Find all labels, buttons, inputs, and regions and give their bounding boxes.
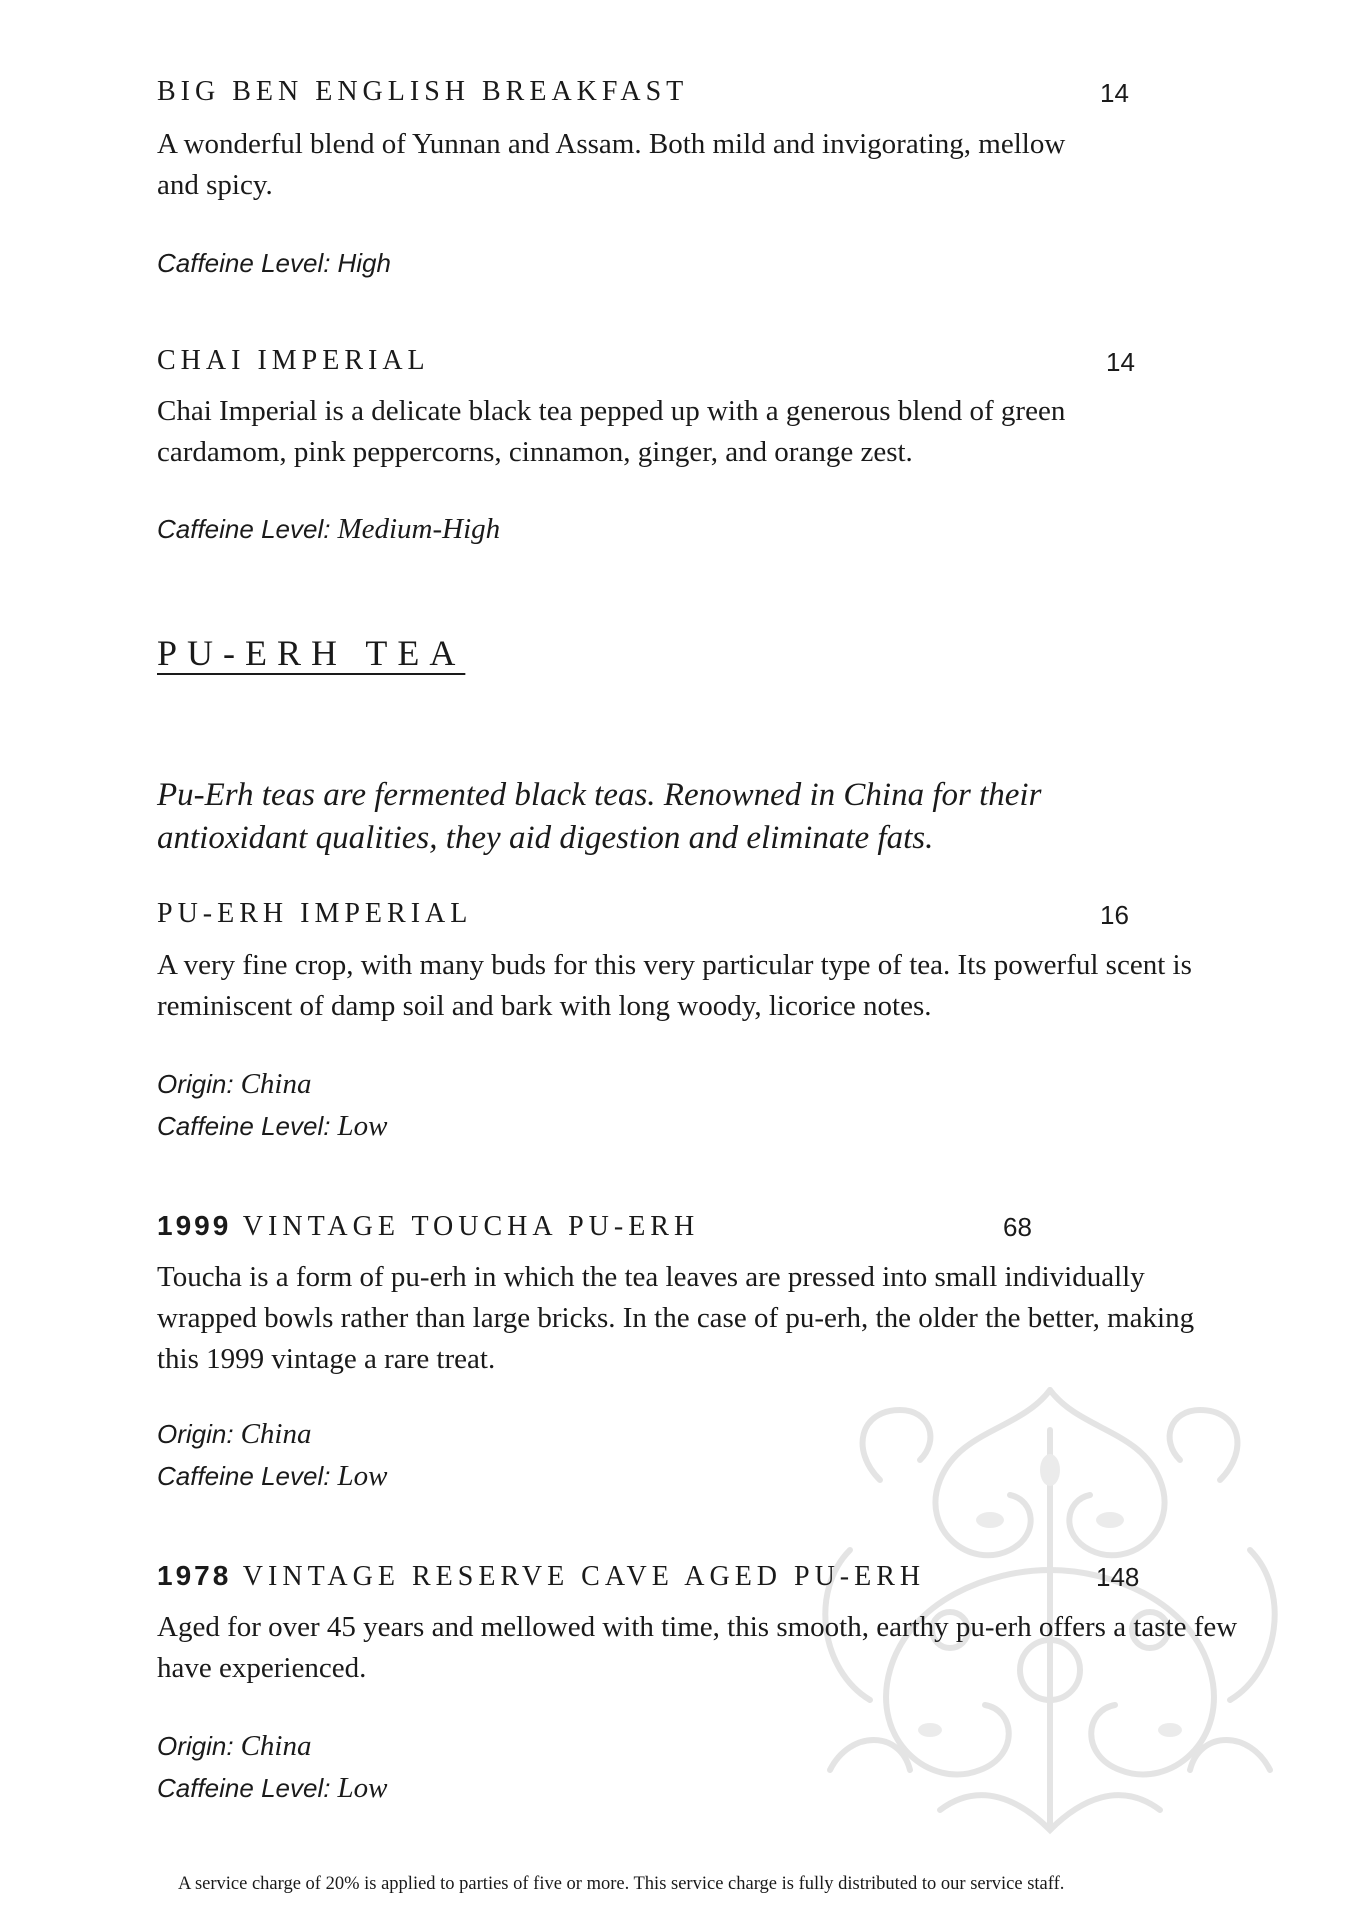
caffeine-label: Caffeine Level: (157, 1773, 331, 1803)
item-name: VINTAGE RESERVE CAVE AGED PU-ERH (242, 1561, 926, 1592)
caffeine-level-chai-imperial (157, 508, 500, 551)
item-price-puerh-imperial: 16 (1100, 900, 1129, 930)
origin-puerh-imperial (157, 1063, 311, 1106)
origin-label: Origin: (157, 1069, 234, 1099)
origin-value: China (240, 1068, 312, 1100)
item-price-chai-imperial: 14 (1106, 347, 1135, 377)
caffeine-level-1999-toucha (157, 1455, 387, 1498)
item-year: 1978 (157, 1560, 232, 1591)
origin-1999-toucha (157, 1413, 311, 1456)
item-year: 1999 (157, 1210, 232, 1241)
section-intro-puerh: Pu-Erh teas are fermented black teas. Renowned in China for their antioxidant qualities, they aid digestion and eliminate fats. (157, 777, 1042, 856)
item-description-1999-toucha: Toucha is a form of pu-erh in which the tea leaves are pressed into small individually wrapped bowls rather than large bricks. In the case of pu-erh, the older the better, making this 1999 vintage a rare treat. (157, 1261, 1195, 1375)
item-title-1999-toucha (157, 1210, 699, 1243)
item-description-big-ben: A wonderful blend of Yunnan and Assam. Both mild and invigorating, mellow and spicy. (157, 128, 1066, 201)
origin-label: Origin: (157, 1731, 234, 1761)
item-price-1978-reserve: 148 (1096, 1562, 1140, 1592)
caffeine-level-1978-reserve (157, 1767, 387, 1810)
item-description-chai-imperial: Chai Imperial is a delicate black tea pepped up with a generous blend of green cardamom, pink peppercorns, cinnamon, ginger, and orange zest. (157, 395, 1066, 468)
item-name: VINTAGE TOUCHA PU-ERH (242, 1211, 700, 1242)
item-title-1978-reserve (157, 1560, 925, 1593)
item-title-chai-imperial: CHAI IMPERIAL (157, 345, 430, 376)
caffeine-label: Caffeine Level: (157, 1111, 331, 1141)
caffeine-value: Low (337, 1772, 388, 1804)
origin-value: China (240, 1730, 312, 1762)
caffeine-label: Caffeine Level: (157, 514, 331, 544)
caffeine-level-puerh-imperial (157, 1105, 387, 1148)
caffeine-label: Caffeine Level: (157, 1461, 331, 1491)
item-price-1999-toucha: 68 (1003, 1212, 1032, 1242)
origin-1978-reserve (157, 1725, 311, 1768)
caffeine-value: High (337, 248, 391, 278)
origin-value: China (240, 1418, 312, 1450)
caffeine-value: Medium-High (337, 513, 501, 545)
item-description-1978-reserve: Aged for over 45 years and mellowed with time, this smooth, earthy pu-erh offers a taste few have experienced. (157, 1611, 1238, 1684)
caffeine-value: Low (337, 1110, 388, 1142)
caffeine-level-big-ben (157, 242, 391, 285)
service-charge-footer: A service charge of 20% is applied to parties of five or more. This service charge is fully distributed to our service staff. (178, 1874, 1065, 1894)
origin-label: Origin: (157, 1419, 234, 1449)
item-title-big-ben: BIG BEN ENGLISH BREAKFAST (157, 76, 689, 107)
item-title-puerh-imperial: PU-ERH IMPERIAL (157, 898, 473, 929)
section-title-puerh-tea: PU-ERH TEA (157, 633, 466, 673)
item-description-puerh-imperial: A very fine crop, with many buds for this very particular type of tea. Its powerful scent is reminiscent of damp soil and bark with long woody, licorice notes. (157, 949, 1192, 1022)
item-price-big-ben: 14 (1100, 78, 1129, 108)
caffeine-value: Low (337, 1460, 388, 1492)
caffeine-label: Caffeine Level: (157, 248, 331, 278)
